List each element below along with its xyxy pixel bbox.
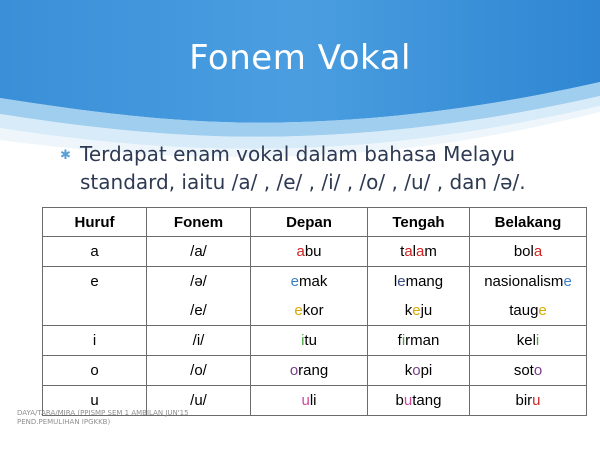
word-part: m (424, 243, 437, 260)
tengah-cell (368, 267, 470, 297)
vowel-highlight: i (401, 332, 406, 349)
tengah-cell (368, 296, 470, 326)
belakang-cell (470, 267, 587, 297)
word-part: kel (516, 332, 536, 349)
star-bullet-icon: ✱ (60, 147, 71, 162)
fonem-cell: /ə/ (147, 267, 251, 297)
table-row-i (43, 326, 587, 356)
table-row-o (43, 356, 587, 386)
huruf-cell: o (43, 356, 147, 386)
word-part: k (404, 302, 413, 319)
depan-cell (251, 356, 368, 386)
word-part: rman (405, 332, 440, 349)
vowel-highlight: o (289, 362, 299, 379)
word-part: tang (412, 392, 442, 409)
belakang-cell (470, 356, 587, 386)
vowel-highlight: e (397, 273, 406, 290)
word-part: li (309, 392, 317, 409)
vowel-highlight: i (535, 332, 540, 349)
word-part: nasionalism (484, 273, 564, 290)
vowel-highlight: e (412, 302, 421, 319)
vowel-highlight: e (538, 302, 547, 319)
vowel-highlight: e (290, 273, 299, 290)
word-part: l (412, 243, 416, 260)
word-part: t (400, 243, 405, 260)
depan-cell (251, 386, 368, 416)
huruf-cell: u (43, 386, 147, 416)
word-part: l (393, 273, 398, 290)
word-part: f (397, 332, 402, 349)
huruf-cell: e (43, 267, 147, 326)
word-part: tu (304, 332, 317, 349)
vowel-highlight: e (294, 302, 303, 319)
vowel-highlight: a (416, 243, 425, 260)
fonem-cell: /o/ (147, 356, 251, 386)
vowel-highlight: u (403, 392, 413, 409)
word-part: sot (513, 362, 534, 379)
tengah-cell (368, 356, 470, 386)
vowel-highlight: a (296, 243, 305, 260)
word-part: taug (509, 302, 539, 319)
word-part: mang (405, 273, 444, 290)
word-part: mak (299, 273, 328, 290)
tengah-cell (368, 386, 470, 416)
word-part: bir (515, 392, 533, 409)
vowel-highlight: o (533, 362, 543, 379)
huruf-cell: i (43, 326, 147, 356)
belakang-cell (470, 326, 587, 356)
tengah-cell (368, 237, 470, 267)
huruf-cell: a (43, 237, 147, 267)
header-wave-background (0, 0, 600, 160)
header-belakang: Belakang (470, 208, 587, 237)
vowel-highlight: a (533, 243, 543, 260)
word-part: bu (304, 243, 322, 260)
header-depan: Depan (251, 208, 368, 237)
fonem-cell: /u/ (147, 386, 251, 416)
header-huruf: Huruf (43, 208, 147, 237)
word-part: pi (420, 362, 433, 379)
fonem-cell: /a/ (147, 237, 251, 267)
vowel-highlight: e (563, 273, 572, 290)
vowel-highlight: a (404, 243, 413, 260)
slide-title: Fonem Vokal (189, 38, 411, 78)
belakang-cell (470, 237, 587, 267)
word-part: rang (298, 362, 329, 379)
belakang-cell (470, 386, 587, 416)
footer-line-1: DAYA/TARA/MIRA (PPISMP SEM 1 AMBILAN JUN'15 (17, 409, 189, 417)
header-tengah: Tengah (368, 208, 470, 237)
tengah-cell (368, 326, 470, 356)
vowel-highlight: i (301, 332, 305, 349)
word-part: ju (420, 302, 433, 319)
belakang-cell (470, 296, 587, 326)
vowel-table (42, 207, 587, 416)
word-part: kor (302, 302, 324, 319)
bullet-text: Terdapat enam vokal dalam bahasa Melayu standard, iaitu /a/ , /e/ , /i/ , /o/ , /u/ , dan /ə/. (80, 142, 526, 194)
depan-cell (251, 267, 368, 297)
depan-cell (251, 237, 368, 267)
table-row-e-schwa (43, 267, 587, 297)
header-fonem: Fonem (147, 208, 251, 237)
slide-header (0, 0, 600, 160)
vowel-highlight: o (412, 362, 421, 379)
fonem-cell: /i/ (147, 326, 251, 356)
table-header-row (43, 208, 587, 237)
depan-cell (251, 296, 368, 326)
slide-footer (17, 409, 217, 427)
word-part: bol (513, 243, 534, 260)
word-part: k (404, 362, 413, 379)
table-row-a (43, 237, 587, 267)
vowel-highlight: u (301, 392, 310, 409)
fonem-cell: /e/ (147, 296, 251, 326)
word-part: b (395, 392, 404, 409)
vowel-highlight: u (532, 392, 541, 409)
footer-line-2: PEND.PEMULIHAN IPGKKB) (17, 418, 111, 426)
depan-cell (251, 326, 368, 356)
